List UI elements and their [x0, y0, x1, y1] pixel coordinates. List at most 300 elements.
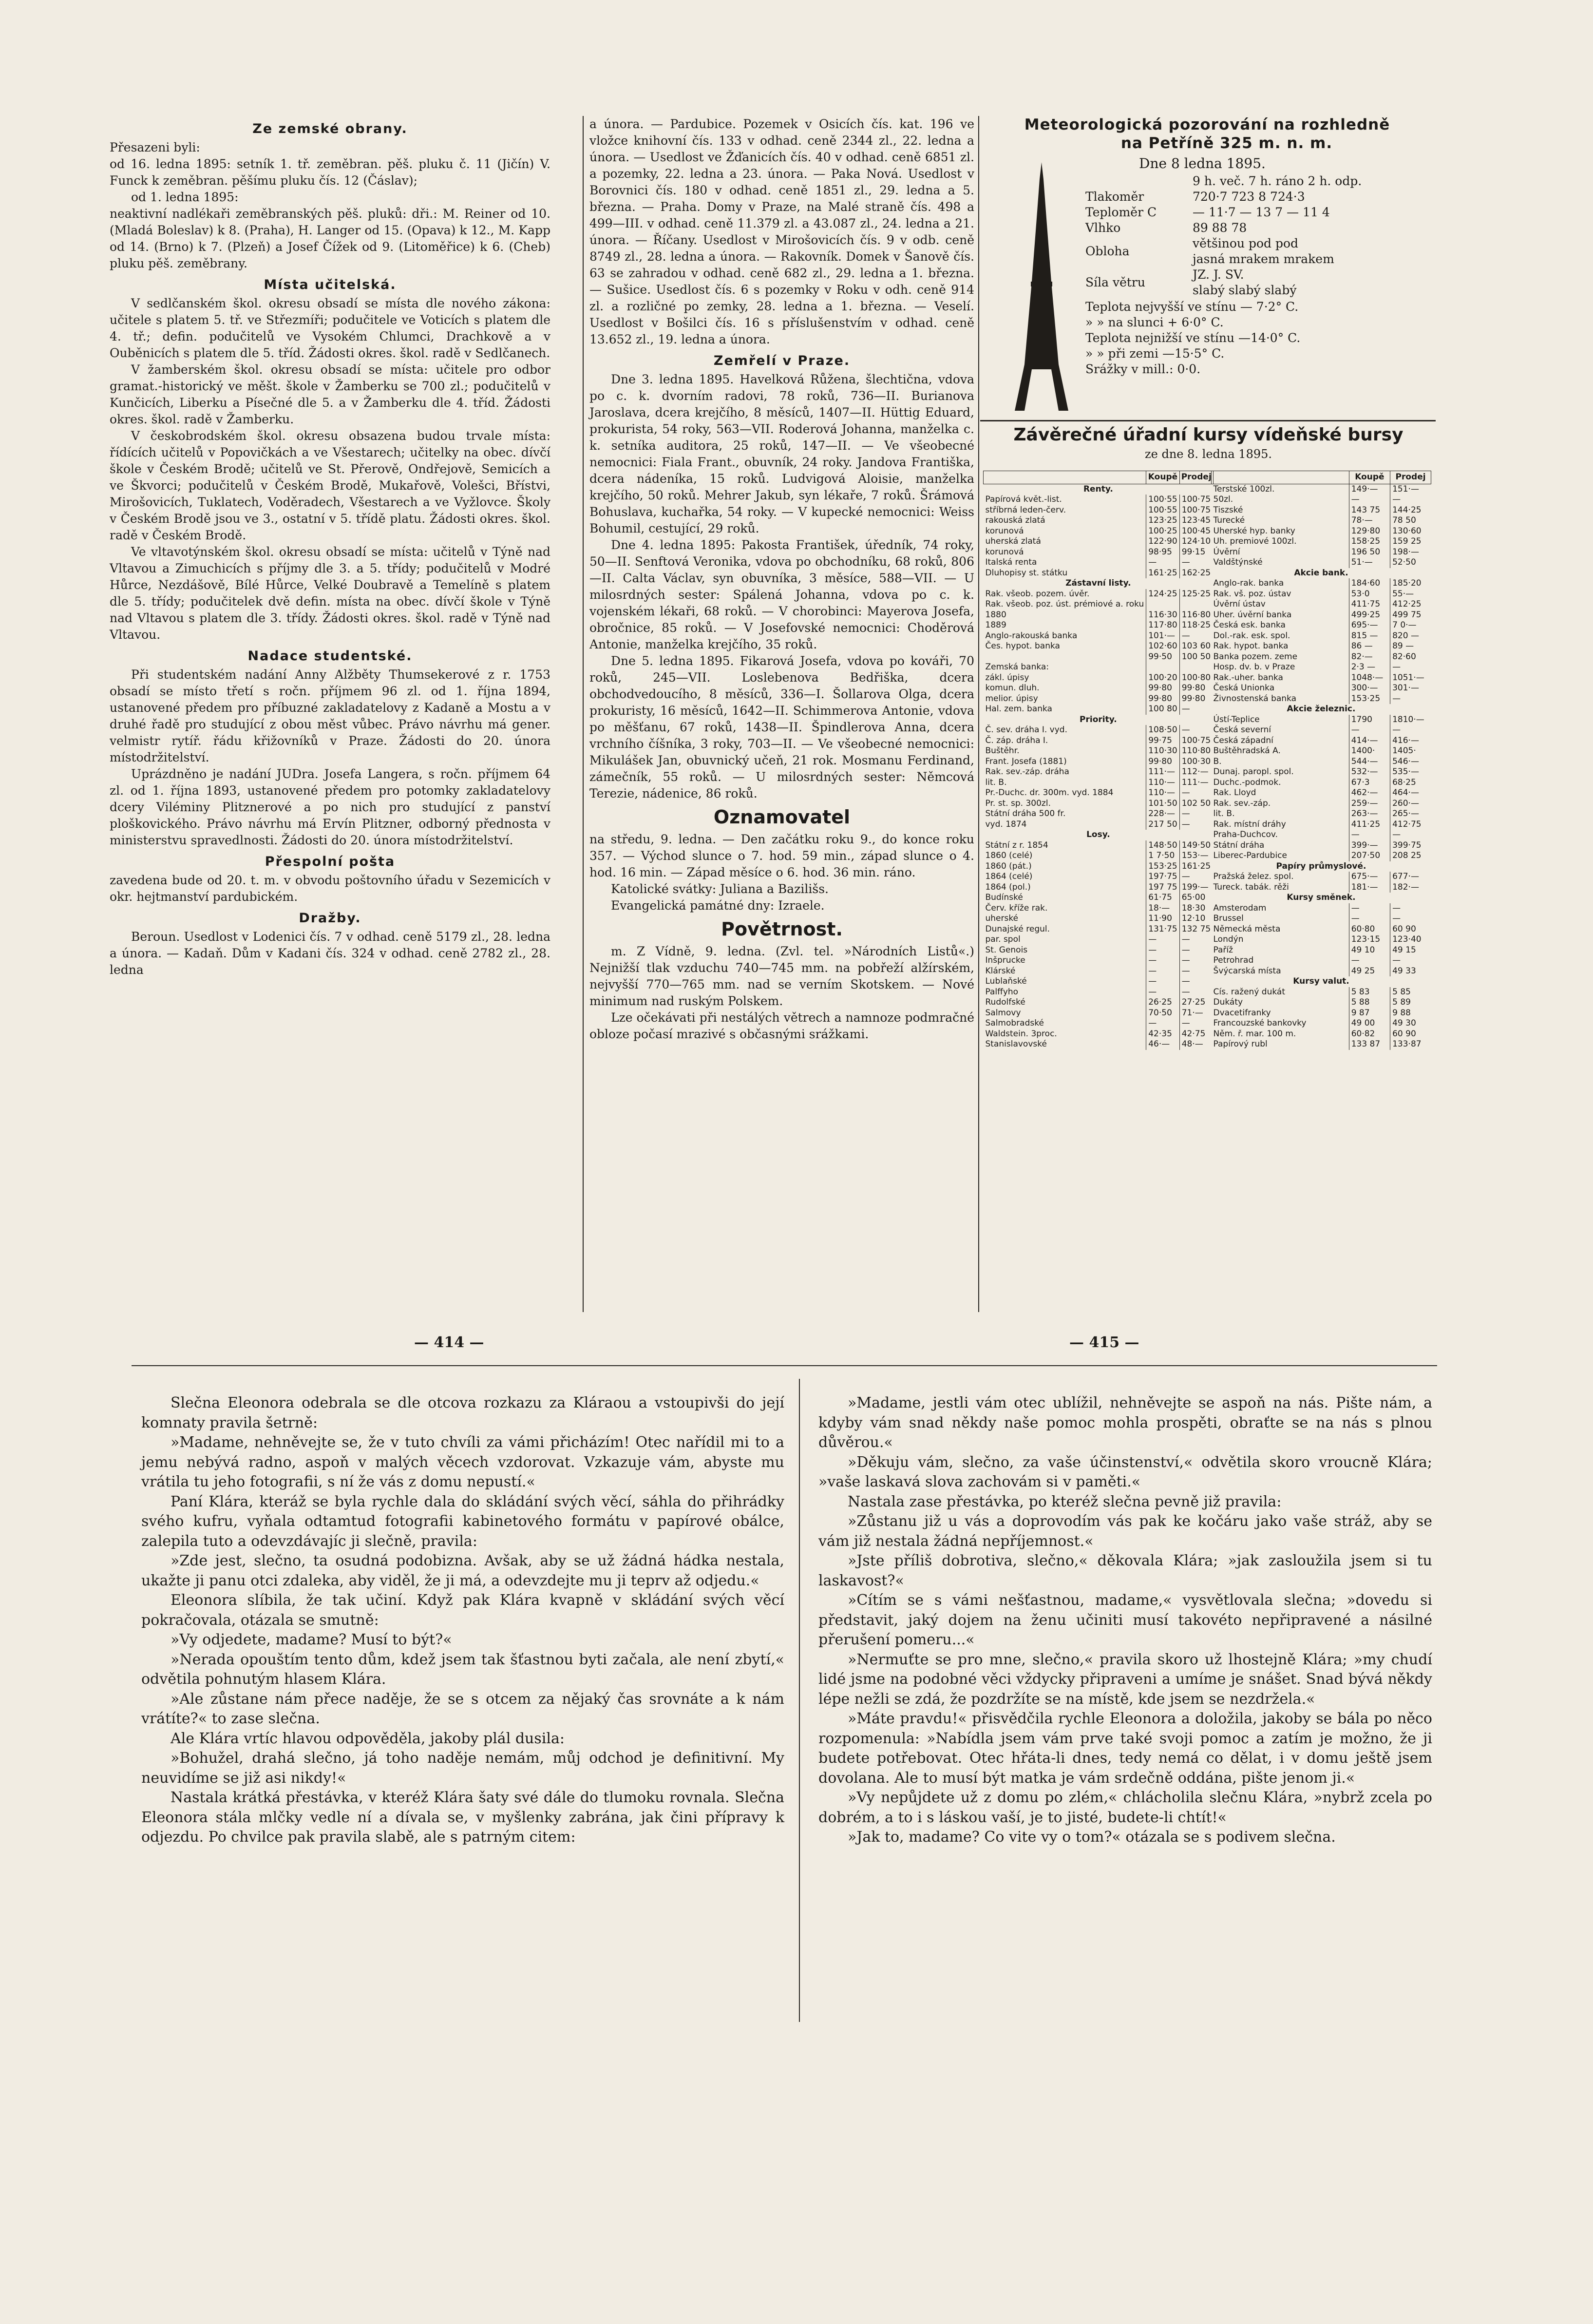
- security-name: Rudolfské: [985, 997, 1025, 1007]
- buy-price: 111·—: [1146, 767, 1179, 778]
- sell-price: [1179, 599, 1213, 610]
- table-row: [1212, 945, 1431, 956]
- security-name: Buštěhr.: [985, 746, 1020, 756]
- table-row: [1212, 495, 1431, 505]
- section-heading: Oznamovatel: [713, 806, 851, 828]
- bourse-table: [983, 471, 1214, 1050]
- table-row: [984, 861, 1214, 872]
- security-name: Italská renta: [985, 557, 1037, 567]
- buy-price: 100·55: [1146, 505, 1179, 516]
- buy-price: 2·3 —: [1349, 662, 1390, 673]
- table-row: [984, 1018, 1214, 1029]
- paragraph: a února. — Pardubice. Pozemek v Osicích čís. kat. 196 ve vložce knihovní čís. 133 v odhad. ceně 2344 zl., 22. ledna a února. — Usedlost ve Žďanicích čís. 40 v odhad. ceně 6851 zl. a pozemky, 22. ledna a 23. února. — Paka Nová. Usedlost v Borovnici čís. 180 v odhad. ceně 1851 zl., 29. ledna a 5. března. — Praha. Domy v Praze, na Malé straně čís. 498 a 499—III. v odhad. ceně 11.379 zl. a 43.087 zl., 24. ledna a 21. února. — Říčany. Usedlost v Mirošovicích čís. 9 v odb. ceně 8749 zl., 28. ledna a února. — Rakovník. Domek v Šanově čís. 63 se zahradou v odhad. ceně 682 zl., 29. ledna a 1. března. — Sušice. Usedlost čís. 6 s pozemky v Roku v odh. ceně 914 zl. a rozličné po zemky, 28. ledna a 1. března. — Veselí. Usedlost v Bošilci čís. 16 s příslušenstvím v odhad. ceně 13.652 zl., 19. ledna a února.: [589, 117, 974, 346]
- security-name: Tiszské: [1213, 505, 1243, 515]
- table-row: [984, 578, 1214, 589]
- meteo-extra: Teplota nejvyšší ve stínu — 7·2° C.: [1085, 300, 1299, 314]
- horizontal-rule: [132, 1365, 1437, 1366]
- table-row: [1212, 851, 1431, 861]
- buy-price: 124·25: [1146, 589, 1179, 600]
- section-heading: Povětrnost.: [721, 918, 843, 940]
- table-row: [984, 599, 1214, 610]
- security-name: Česká esk. banka: [1213, 620, 1286, 630]
- sell-price: 546·—: [1390, 757, 1431, 767]
- buy-price: 101·50: [1146, 799, 1179, 809]
- buy-price: 46·—: [1146, 1039, 1179, 1050]
- security-name: Stanislavovské: [985, 1039, 1047, 1049]
- table-row: [984, 799, 1214, 809]
- security-name: zákl. úpisy: [985, 672, 1029, 683]
- buy-price: 263·—: [1349, 809, 1390, 819]
- security-name: Londýn: [1213, 934, 1244, 944]
- sell-price: 412·75: [1390, 819, 1431, 830]
- buy-price: 18·—: [1146, 903, 1179, 914]
- sell-price: 133·87: [1390, 1039, 1431, 1050]
- sell-price: —: [1390, 725, 1431, 736]
- table-row: [1212, 997, 1431, 1008]
- security-name: Něm. ř. mar. 100 m.: [1213, 1029, 1296, 1039]
- table-row: [1212, 515, 1431, 526]
- security-name: Klárské: [985, 966, 1016, 976]
- table-row: [1212, 557, 1431, 568]
- sell-price: 123·40: [1390, 934, 1431, 945]
- security-name: 1889: [985, 620, 1006, 630]
- buy-price: 1 7·50: [1146, 851, 1179, 861]
- security-name: Banka pozem. zeme: [1213, 651, 1298, 662]
- buy-price: 110·—: [1146, 788, 1179, 799]
- sell-price: —: [1179, 819, 1213, 830]
- buy-price: 675·—: [1349, 872, 1390, 882]
- table-row: [984, 945, 1214, 956]
- security-name: Uherské hyp. banky: [1213, 526, 1295, 536]
- sell-price: 182·—: [1390, 882, 1431, 893]
- sell-price: 199·—: [1179, 882, 1213, 893]
- security-name: Zemská banka:: [985, 662, 1049, 672]
- meteo-extra: Teplota nejnižší ve stínu —14·0° C.: [1085, 331, 1301, 345]
- paragraph: V českobrodském škol. okresu obsazena budou trvale místa: řídících učitelů v Popovičkách a ve Všestarech; učitelky na obec. dívčí škole v Českém Brodě; učitelů ve St. Přerově, Ondřejově, Semicích a ve Škvorci; podučitelů v Českém Brodě, Mukařově, Volešci, Břístvi, Mirošovicích, Tuklatech, Voděradech, Všestarech a ve Vyžlovce. Školy v Českém Brodě jsou ve 3., ostatní v 5. třídě platu. Žádosti okres. škol. radě v Českém Brodě.: [110, 429, 550, 542]
- column-top-middle: [589, 116, 974, 1043]
- security-name: Paříž: [1213, 945, 1233, 955]
- sell-price: 89 —: [1390, 641, 1431, 652]
- security-name: Palffyho: [985, 987, 1019, 997]
- buy-price: 133 87: [1349, 1039, 1390, 1050]
- buy-price: 60·82: [1349, 1029, 1390, 1040]
- table-row: [1212, 526, 1431, 537]
- buy-price: 102·60: [1146, 641, 1179, 652]
- table-row: [984, 914, 1214, 924]
- table-group-heading: Zástavní listy.: [1065, 578, 1131, 588]
- table-row: [984, 683, 1214, 694]
- buy-price: —: [1349, 495, 1390, 505]
- sell-price: 144·25: [1390, 505, 1431, 516]
- table-row: [984, 830, 1214, 840]
- paragraph: V žamberském škol. okresu obsadí se místa: učitele pro odbor gramat.-historický ve měšt. škole v Žamberku se 700 zl.; podučitelů v Kunčicích, Liberku a Písečné dle 5. a v Žamberku dle 4. tříd. Žádosti okres. škol. radě v Žamberku.: [110, 362, 550, 426]
- table-row: [984, 673, 1214, 684]
- security-name: Rak. místní dráhy: [1213, 819, 1286, 829]
- buy-price: —: [1146, 1018, 1179, 1029]
- buy-price: 131·75: [1146, 924, 1179, 935]
- sell-price: —: [1390, 830, 1431, 840]
- buy-price: 53·0: [1349, 589, 1390, 600]
- paragraph: Dne 4. ledna 1895: Pakosta František, úředník, 74 roky, 50—II. Senftová Veronika, vdova po obchodníku, 68 roků, 806—II. Calta Václav, syn obuvníka, 3 měsíce, 588—VII. — U milosrdných sester: Spálená Johanna, vdova po c. k. vojenském lékaři, 68 roků. — V chorobinci: Mayerova Josefa, obročnice, 85 roků. — V Josefovské nemocnici: Choděrová Antonie, manželka krejčího, 35 roků.: [589, 538, 974, 651]
- table-row: [984, 610, 1214, 621]
- paragraph: Ve vltavotýnském škol. okresu obsadí se místa: učitelů v Týně nad Vltavou a Zimuchicích s příjmy dle 3. a 5. třídy; podučitelů v Modré Hůrce, Nezdášově, Bílé Hůrce, Velké Doubravě a Temelíně s platem dle 5. třídy; podučitelek dvě defin. místa na obec. dívčí škole v Týně nad Vltavou s platem dle 3. třídy. Žádosti okres. škol. radě v Týně nad Vltavou.: [110, 545, 550, 642]
- page-number-right: — 415 —: [1069, 1334, 1139, 1351]
- paragraph: Dne 3. ledna 1895. Havelková Růžena, šlechtična, vdova po c. k. dvorním radovi, 78 roků, 736—II. Burianova Jaroslava, dcera krejčího, 8 měsíců, 1407—II. Hüttig Eduard, prokurista, 54 roky, 563—VII. Roderová Johanna, manželka c. k. setníka auditora, 25 roků, 147—II. — Ve všeobecné nemocnici: Fiala Frant., obuvník, 24 roky. Jandova Františka, dcera nádeníka, 15 roků. Ludvigová Aloisie, manželka krejčího, 50 roků. Mehrer Jakub, syn lékaře, 7 roků. Šrámová Bohuslava, kuchařka, 54 roky. — V kupecké nemocnici: Weiss Bohumil, cestující, 29 roků.: [589, 372, 974, 535]
- page-number-left: — 414 —: [414, 1334, 484, 1351]
- buy-price: 49 00: [1349, 1018, 1390, 1029]
- meteo-extra: » » při zemi —15·5° C.: [1085, 346, 1225, 361]
- security-name: Hal. zem. banka: [985, 704, 1052, 714]
- table-row: [1212, 704, 1431, 715]
- sell-price: 49 33: [1390, 966, 1431, 977]
- security-name: Ústí-Teplice: [1213, 714, 1260, 724]
- table-row: [984, 694, 1214, 705]
- bourse-left-table: [983, 471, 1212, 1050]
- table-row: [1212, 589, 1431, 600]
- security-name: Německá města: [1213, 924, 1281, 934]
- security-name: Terstské 100zl.: [1213, 484, 1275, 494]
- table-row: [1212, 641, 1431, 652]
- table-row: [984, 767, 1214, 778]
- sell-price: —: [1179, 631, 1213, 642]
- security-name: melior. úpisy: [985, 693, 1038, 704]
- table-group-heading: Papíry průmyslové.: [1276, 861, 1366, 871]
- table-group-heading: Akcie železnic.: [1287, 704, 1356, 714]
- security-name: 1880: [985, 610, 1006, 620]
- sell-price: 1051·—: [1390, 673, 1431, 684]
- table-row: [984, 641, 1214, 652]
- security-name: Anglo-rakouská banka: [985, 630, 1078, 641]
- security-name: Rak. sev.-záp.: [1213, 798, 1271, 808]
- security-name: Rak. hypot. banka: [1213, 641, 1289, 651]
- security-name: Rak. Lloyd: [1213, 788, 1256, 798]
- table-row: [1212, 620, 1431, 631]
- table-row: [1212, 746, 1431, 757]
- buy-price: 153·25: [1146, 861, 1179, 872]
- buy-price: 49 10: [1349, 945, 1390, 956]
- table-group-heading: Renty.: [1083, 484, 1113, 494]
- table-row: [1212, 673, 1431, 684]
- security-name: Turecké: [1213, 515, 1245, 525]
- security-name: Červ. kříže rak.: [985, 903, 1048, 913]
- buy-price: —: [1349, 903, 1390, 914]
- security-name: lit. B.: [1213, 809, 1235, 819]
- buy-price: 82·—: [1349, 652, 1390, 663]
- buy-price: 158·25: [1349, 536, 1390, 547]
- security-name: 50zl.: [1213, 495, 1233, 504]
- table-row: [984, 1008, 1214, 1019]
- table-row: [984, 893, 1214, 903]
- meteo-row-label: Teploměr C: [1085, 205, 1157, 219]
- bourse-right-table: [1211, 471, 1434, 1050]
- buy-price: 217 50: [1146, 819, 1179, 830]
- column-rule: [978, 116, 979, 1312]
- table-row: [1212, 1008, 1431, 1019]
- sell-price: 27·25: [1179, 997, 1213, 1008]
- buy-price: 153·25: [1349, 694, 1390, 705]
- table-group-heading: Kursy směnek.: [1287, 893, 1356, 902]
- meteo-row-label: Vlhko: [1085, 221, 1121, 235]
- security-name: Č. sev. dráha I. vyd.: [985, 725, 1067, 735]
- security-name: Uher. úvěrní banka: [1213, 610, 1292, 620]
- security-name: 1864 (pol.): [985, 882, 1031, 892]
- story-column-left: [141, 1393, 784, 1848]
- table-row: [984, 620, 1214, 631]
- sell-price: 132 75: [1179, 924, 1213, 935]
- petrin-tower-icon: [1012, 160, 1071, 413]
- buy-price: 42·35: [1146, 1029, 1179, 1040]
- paragraph: Při studentském nadání Anny Alžběty Thumsekerové z r. 1753 obsadí se místo třetí s ročn. příjmem 96 zl. od 1. října 1894, ustanovené předem pro příbuzné zakladatelovy z Kadaně a Mostu a v druhé řadě pro studující z obou měst vůbec. Právo návrhu má gener. velmistr rytíř. řádu křižovníků v Praze. Žádosti do 20. února místodržitelství.: [110, 667, 550, 764]
- security-name: Amsterodam: [1213, 903, 1267, 913]
- security-name: Salmovy: [985, 1008, 1021, 1018]
- sell-price: 68·25: [1390, 778, 1431, 788]
- security-name: Pr.-Duchc. dr. 300m. vyd. 1884: [985, 788, 1114, 798]
- sell-price: 12·10: [1179, 914, 1213, 924]
- buy-price: —: [1349, 725, 1390, 736]
- sell-price: 820 —: [1390, 631, 1431, 642]
- sell-price: 161·25: [1179, 861, 1213, 872]
- table-row: [984, 515, 1214, 526]
- security-name: Inšprucke: [985, 955, 1025, 965]
- security-name: Česká Unionka: [1213, 683, 1275, 693]
- story-paragraph: Nastala zase přestávka, po kteréž slečna pevně již pravila:: [848, 1493, 1282, 1510]
- meteo-row-values: — 11·7 — 13 7 — 11 4: [1193, 205, 1330, 219]
- security-name: 1860 (celé): [985, 851, 1033, 860]
- buy-price: 122·90: [1146, 536, 1179, 547]
- table-header: Prodej: [1390, 471, 1431, 484]
- table-row: [1212, 872, 1431, 882]
- security-name: Dukáty: [1213, 997, 1243, 1007]
- security-name: Č. záp. dráha I.: [985, 735, 1048, 745]
- sell-price: 49 15: [1390, 945, 1431, 956]
- table-row: [1212, 610, 1431, 621]
- story-paragraph: »Ale zůstane nám přece naděje, že se s otcem za nějaký čas srovnáte a k nám vrátíte?« to zase slečna.: [141, 1690, 784, 1727]
- table-row: [984, 872, 1214, 882]
- buy-price: 101·—: [1146, 631, 1179, 642]
- sell-price: —: [1390, 955, 1431, 966]
- table-row: [984, 976, 1214, 987]
- sell-price: —: [1179, 987, 1213, 998]
- sell-price: 102 50: [1179, 799, 1213, 809]
- paragraph: Beroun. Usedlost v Lodenici čís. 7 v odhad. ceně 5179 zl., 28. ledna a února. — Kadaň. Dům v Kadani čís. 324 v odhad. ceně 2782 zl., 28. ledna: [110, 930, 550, 977]
- buy-price: 207·50: [1349, 851, 1390, 861]
- buy-price: [1146, 662, 1179, 673]
- table-row: [1212, 662, 1431, 673]
- sell-price: 149·50: [1179, 840, 1213, 851]
- buy-price: 100·20: [1146, 673, 1179, 684]
- sell-price: —: [1390, 694, 1431, 705]
- table-group-heading: Akcie bank.: [1294, 568, 1348, 578]
- table-row: [1212, 1029, 1431, 1040]
- section-heading: Nadace studentské.: [247, 648, 413, 664]
- table-row: [984, 715, 1214, 725]
- sell-price: 159 25: [1390, 536, 1431, 547]
- security-name: Rak. vš. poz. ústav: [1213, 589, 1291, 599]
- table-row: [1212, 819, 1431, 830]
- buy-price: 99·75: [1146, 736, 1179, 746]
- buy-price: 695·—: [1349, 620, 1390, 631]
- table-row: [984, 788, 1214, 799]
- meteo-row-label: Tlakoměr: [1085, 190, 1144, 204]
- story-paragraph: »Nerada opouštím tento dům, kdež jsem tak šťastnou byti začala, ale není zbytí,« odvětila pohnutým hlasem Klára.: [141, 1651, 784, 1688]
- story-paragraph: »Zde jest, slečno, ta osudná podobizna. Avšak, aby se už žádná hádka nestala, ukažte ji panu otci zdaleka, aby viděl, že ji má, a odevzdejte mu ji teprv až odjedu.«: [141, 1552, 784, 1589]
- paragraph: Dne 5. ledna 1895. Fikarová Josefa, vdova po kováři, 70 roků, 245—VII. Loslebenova Bedřiška, dcera obchodvedoucího, 8 měsíců, 336—I. Šollarova Olga, dcera prokuristy, 16 měsíců, 1642—II. Schimmerova Antonie, vdova po měšťanu, 67 roků, 1438—II. Špindlerova Anna, dcera vrchního číšníka, 3 roky, 703—II. — Ve všeobecné nemocnici: Mikulášek Jan, obuvnický učeň, 21 rok. Mosmanu Ferdinand, zámečník, 55 roků. — U milosrdných sester: Němcová Terezie, nádenice, 86 roků.: [589, 654, 974, 800]
- meteo-block: [983, 116, 1431, 423]
- security-name: Papírový rubl: [1213, 1039, 1268, 1049]
- buy-price: 411·75: [1349, 599, 1390, 610]
- security-name: Duchc.-podmok.: [1213, 777, 1281, 787]
- buy-price: 197·75: [1146, 872, 1179, 882]
- security-name: Cís. ražený dukát: [1213, 987, 1285, 997]
- table-header: Koupě: [1349, 471, 1390, 484]
- paragraph: od 16. ledna 1895: setník 1. tř. zeměbran. pěš. pluku č. 11 (Jičín) V. Funck k zeměbran. pěšímu pluku čís. 12 (Čáslav);: [110, 157, 550, 188]
- security-name: Buštěhradská A.: [1213, 746, 1281, 756]
- table-row: [984, 1029, 1214, 1040]
- story-paragraph: Nastala krátká přestávka, v kteréž Klára šaty své dále do tlumoku rovnala. Slečna Eleonora stála mlčky vedle ní a dívala se, v myšlenky zabrána, jak čini přípravy k odjezdu. Po chvilce pak pravila slabě, ale s patrným citem:: [141, 1789, 784, 1846]
- sell-price: 48·—: [1179, 1039, 1213, 1050]
- table-row: [1212, 1018, 1431, 1029]
- buy-price: 1400·: [1349, 746, 1390, 757]
- buy-price: 100 80: [1146, 704, 1179, 715]
- table-row: [984, 757, 1214, 767]
- sell-price: 412·25: [1390, 599, 1431, 610]
- security-name: uherská zlatá: [985, 536, 1041, 546]
- buy-price: —: [1146, 955, 1179, 966]
- table-row: [984, 934, 1214, 945]
- table-header: [1212, 471, 1349, 484]
- buy-price: 5 88: [1349, 997, 1390, 1008]
- sell-price: —: [1179, 809, 1213, 819]
- table-row: [984, 851, 1214, 861]
- sell-price: —: [1390, 914, 1431, 924]
- story-paragraph: »Vy odjedete, madame? Musí to být?«: [171, 1631, 452, 1648]
- buy-price: 49 25: [1349, 966, 1390, 977]
- sell-price: 1405·: [1390, 746, 1431, 757]
- table-row: [1212, 505, 1431, 516]
- sell-price: 7 0·—: [1390, 620, 1431, 631]
- meteo-title: Meteorologická pozorování na rozhledně: [1024, 116, 1390, 133]
- meteo-row-values: jasná mrakem mrakem: [1193, 252, 1334, 266]
- security-name: Budínské: [985, 893, 1023, 902]
- table-row: [1212, 778, 1431, 788]
- buy-price: 100·25: [1146, 526, 1179, 537]
- sell-price: 162·25: [1179, 568, 1213, 579]
- security-name: 1864 (celé): [985, 872, 1033, 881]
- story-paragraph: Slečna Eleonora odebrala se dle otcova rozkazu za Kláraou a vstoupivši do její komnaty pravila šetrně:: [141, 1394, 784, 1431]
- sell-price: 1810·—: [1390, 715, 1431, 725]
- table-row: [984, 526, 1214, 537]
- buy-price: 123·15: [1349, 934, 1390, 945]
- security-name: korunová: [985, 526, 1024, 536]
- sell-price: 112·—: [1179, 767, 1213, 778]
- table-row: [984, 631, 1214, 642]
- buy-price: 129·80: [1349, 526, 1390, 537]
- table-row: [1212, 809, 1431, 819]
- security-name: Hosp. dv. b. v Praze: [1213, 662, 1295, 672]
- sell-price: 99·80: [1179, 683, 1213, 694]
- security-name: Švýcarská místa: [1213, 966, 1281, 976]
- table-row: [1212, 568, 1431, 579]
- bourse-title: Závěrečné úřadní kursy vídeňské bursy: [1013, 425, 1403, 445]
- section-heading: Zemřelí v Praze.: [713, 353, 851, 368]
- sell-price: 301·—: [1390, 683, 1431, 694]
- table-row: [1212, 599, 1431, 610]
- paragraph: Uprázdněno je nadání JUDra. Josefa Langera, s ročn. příjmem 64 zl. od 1. října 1893, ustanovené předem pro potomky zakladatelovy dcery Viléminy Plitznerové a po nich pro studující z panství ploškovického. Právo návrhu má Ervín Plitzner, odborný přednosta v ministerstvu spravedlnosti. Žádosti do 20. února místodržitelství.: [110, 767, 550, 847]
- table-row: [984, 924, 1214, 935]
- security-name: Rak. všeob. pozem. úvěr.: [985, 589, 1090, 599]
- security-name: Uh. premiové 100zl.: [1213, 536, 1297, 546]
- table-row: [984, 840, 1214, 851]
- sell-price: 42·75: [1179, 1029, 1213, 1040]
- meteo-extra: » » na slunci + 6·0° C.: [1085, 315, 1224, 329]
- sell-price: 82·60: [1390, 652, 1431, 663]
- table-row: [984, 536, 1214, 547]
- sell-price: 208 25: [1390, 851, 1431, 861]
- table-row: [1212, 861, 1431, 872]
- table-row: [1212, 934, 1431, 945]
- security-name: Dluhopisy st. státku: [985, 568, 1068, 578]
- table-row: [1212, 536, 1431, 547]
- sell-price: 99·80: [1179, 694, 1213, 705]
- security-name: [984, 652, 1146, 663]
- buy-price: 1790: [1349, 715, 1390, 725]
- table-group-heading: Priority.: [1080, 714, 1117, 724]
- table-row: [1212, 1039, 1431, 1050]
- sell-price: 65·00: [1179, 893, 1213, 903]
- sell-price: 198·—: [1390, 547, 1431, 558]
- buy-price: 414·—: [1349, 736, 1390, 746]
- buy-price: 499·25: [1349, 610, 1390, 621]
- table-row: [984, 547, 1214, 558]
- table-header: Prodej: [1179, 471, 1213, 484]
- buy-price: 399·—: [1349, 840, 1390, 851]
- story-paragraph: Eleonora slíbila, že tak učiní. Když pak Klára kvapně v skládání svých věcí pokračovala, otázala se smutně:: [141, 1592, 784, 1629]
- section-heading: Ze zemské obrany.: [252, 121, 408, 136]
- story-paragraph: »Máte pravdu!« přisvědčila rychle Eleonora a doložila, jakoby se bála po něco rozpomenula: »Nabídla jsem vám prve také svoji pomoc a zatím je možno, že ji budete potřebovat. Otec hřáta-li dnes, tedy nemá co dělat, i v domu ještě jsem dovolana. Ale to musí být matka je vám srdečně oddána, pište jenom ji.«: [818, 1710, 1432, 1787]
- sell-price: 535·—: [1390, 767, 1431, 778]
- buy-price: 99·80: [1146, 683, 1179, 694]
- bourse-table: [1211, 471, 1431, 1050]
- table-row: [1212, 788, 1431, 799]
- security-name: uherské: [985, 914, 1019, 923]
- sell-price: —: [1390, 662, 1431, 673]
- security-name: Státní dráha: [1213, 840, 1265, 850]
- buy-price: 149·—: [1349, 484, 1390, 495]
- security-name: Pr. st. sp. 300zl.: [985, 798, 1051, 808]
- paragraph: Evangelická památné dny: Izraele.: [611, 898, 825, 913]
- security-name: Valdštýnské: [1213, 557, 1263, 567]
- table-row: [1212, 924, 1431, 935]
- buy-price: 184·60: [1349, 578, 1390, 589]
- table-row: [984, 955, 1214, 966]
- table-row: [984, 987, 1214, 998]
- story-paragraph: »Madame, jestli vám otec ublížil, nehněvejte se aspoň na nás. Pište nám, a kdyby vám snad někdy naše pomoc mohla prospěti, obraťte se na nás s plnou důvěrou.«: [818, 1394, 1432, 1451]
- sell-price: 185·20: [1390, 578, 1431, 589]
- bourse-subtitle: ze dne 8. ledna 1895.: [1145, 447, 1272, 461]
- security-name: lit. B.: [985, 777, 1007, 787]
- table-row: [1212, 736, 1431, 746]
- section-heading: Přespolní pošta: [265, 854, 396, 869]
- paragraph: neaktivní nadlékaři zeměbranských pěš. pluků: dři.: M. Reiner od 10. (Mladá Boleslav) k 8. (Praha), H. Langer od 15. (Opava) k 12., M. Kapp od 14. (Brno) k 7. (Plzeň) a Josef Čížek od 9. (Litoměřice) k 6. (Cheb) pluku pěš. zeměbrany.: [110, 207, 550, 270]
- table-row: [984, 997, 1214, 1008]
- security-name: par. spol: [985, 934, 1021, 944]
- story-paragraph: »Madame, nehněvejte se, že v tuto chvíli za vámi přicházím! Otec nařídil mi to a jemu nebývá radno, aspoň v malých věcech vzdorovat. Vzkazuje vám, abyste mu vrátila tu jeho fotografii, s ní že vás z domu nepustí.«: [141, 1434, 784, 1490]
- buy-price: 532·—: [1349, 767, 1390, 778]
- sell-price: 123·45: [1179, 515, 1213, 526]
- table-row: [1212, 652, 1431, 663]
- sell-price: —: [1179, 788, 1213, 799]
- bourse-block: [983, 424, 1434, 1306]
